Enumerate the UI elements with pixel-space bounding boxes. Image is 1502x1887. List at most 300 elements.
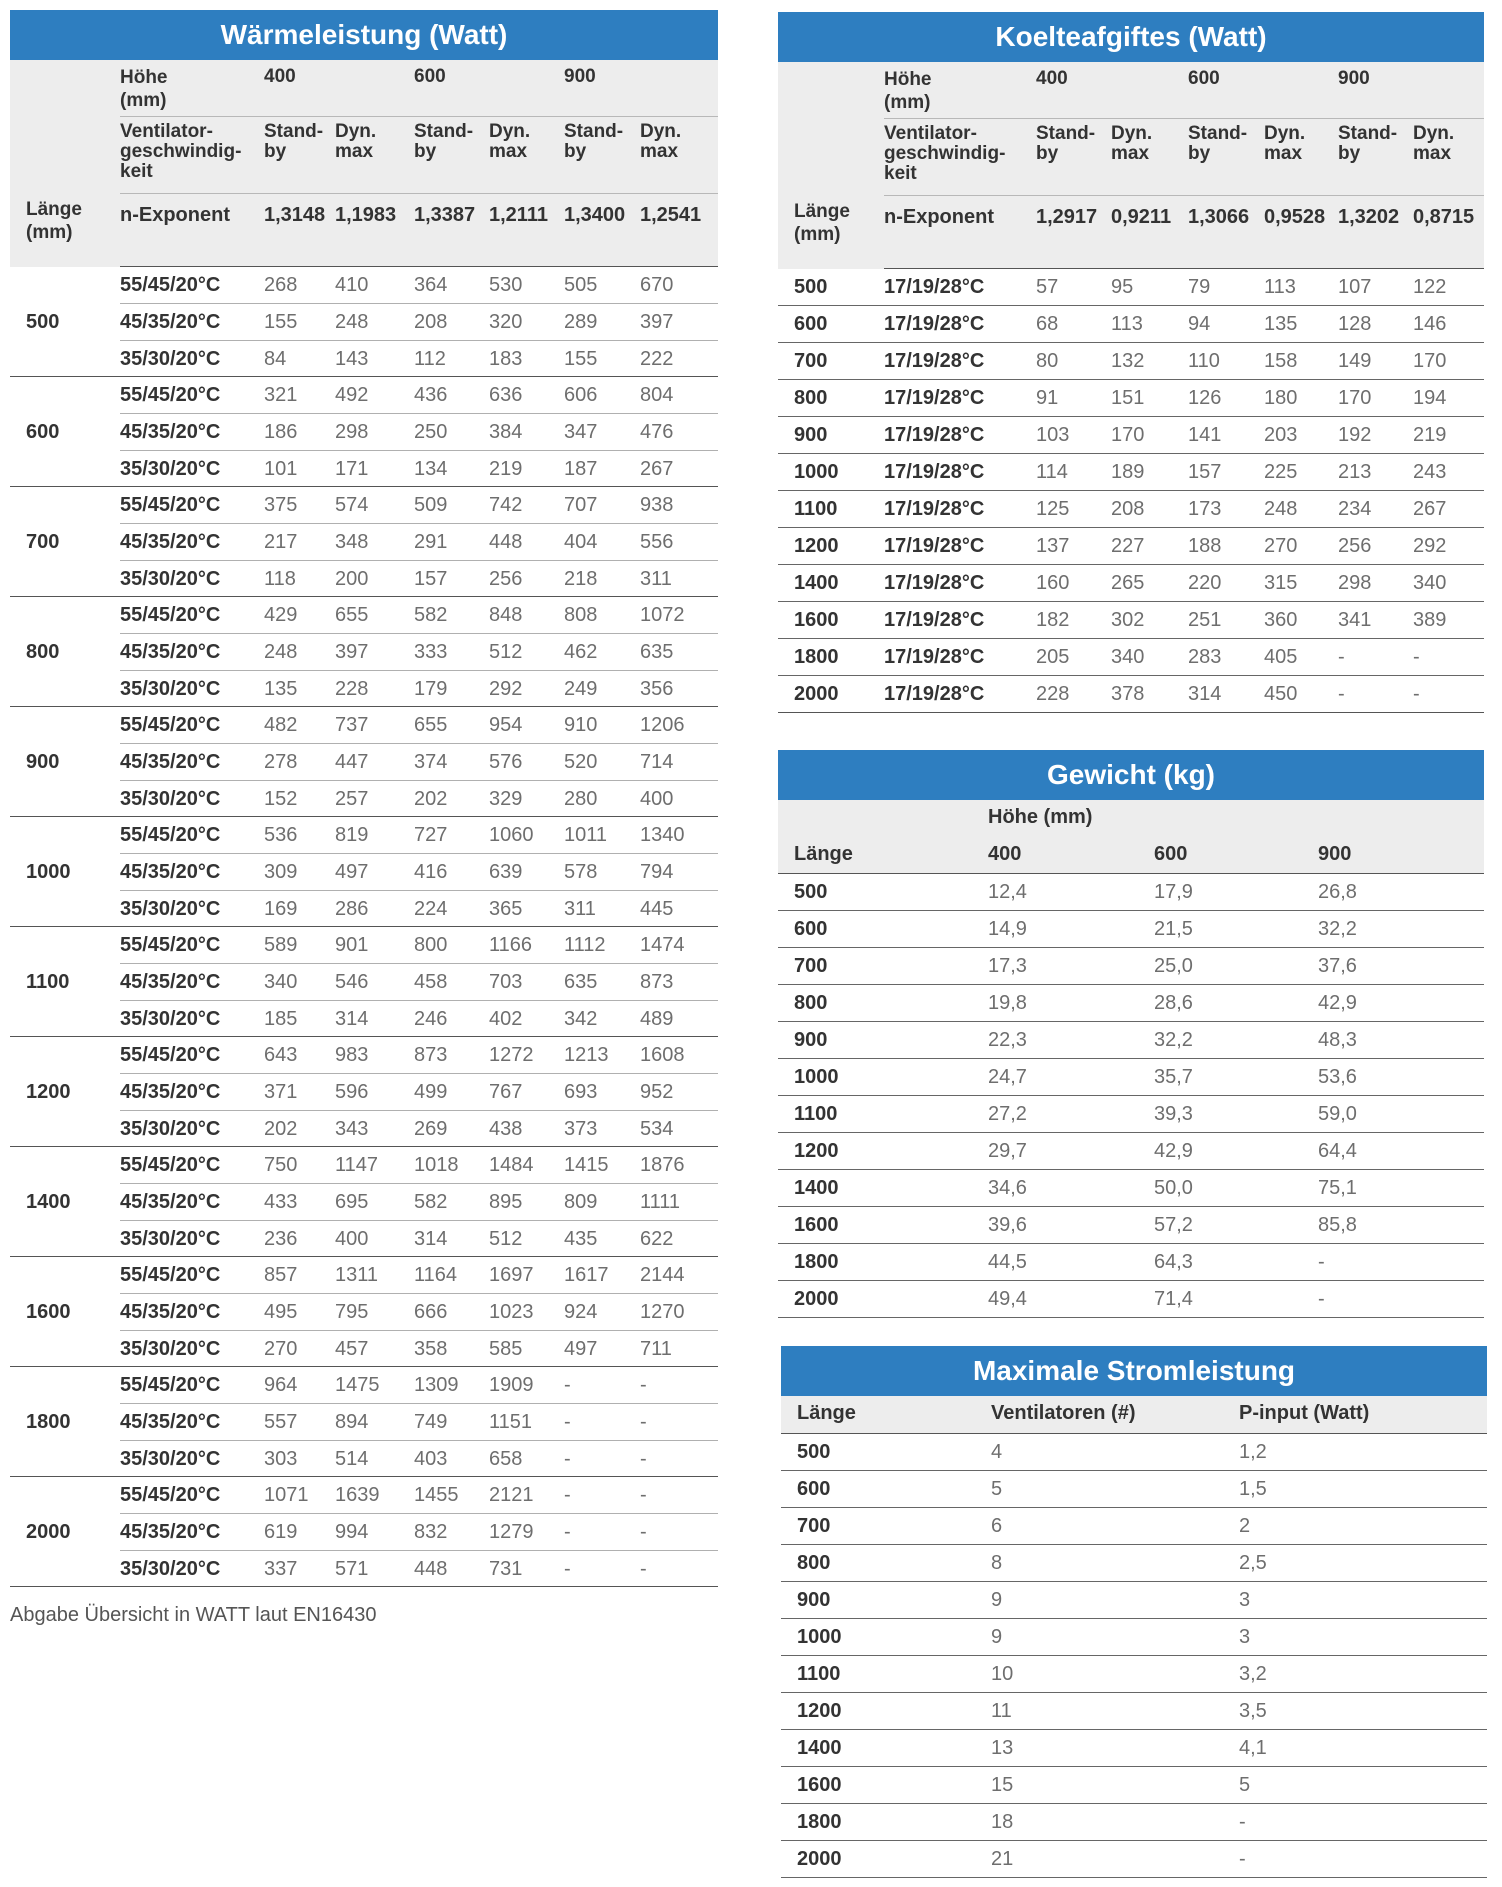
value-cell: 286	[335, 898, 369, 920]
table-row	[778, 269, 1484, 306]
heat-length-group	[10, 927, 718, 1037]
value-cell: 795	[335, 1301, 369, 1323]
value-cell: 901	[335, 934, 369, 956]
value-cell: 333	[414, 641, 448, 663]
temp-label: 55/45/20°C	[120, 604, 221, 626]
value-cell: 103	[1036, 424, 1070, 446]
value-cell: 400	[640, 788, 674, 810]
value-cell: 964	[264, 1374, 298, 1396]
temp-label: 17/19/28°C	[884, 683, 985, 705]
value-cell: 50,0	[1154, 1177, 1193, 1199]
table-row	[120, 1404, 718, 1441]
table-row	[778, 1096, 1484, 1133]
value-cell: 1484	[489, 1154, 534, 1176]
value-cell: 924	[564, 1301, 598, 1323]
value-cell: 505	[564, 274, 598, 296]
fans-cell: 5	[991, 1478, 1003, 1500]
length-cell: 1000	[794, 1066, 839, 1088]
temp-label: 45/35/20°C	[120, 531, 221, 553]
value-cell: 183	[489, 348, 523, 370]
value-cell: 534	[640, 1118, 674, 1140]
value-cell: 48,3	[1318, 1029, 1357, 1051]
value-cell: 321	[264, 384, 298, 406]
value-cell: 34,6	[988, 1177, 1027, 1199]
value-cell: 954	[489, 714, 523, 736]
value-cell: 589	[264, 934, 298, 956]
weight-height-400: 400	[988, 843, 1022, 865]
temp-label: 35/30/20°C	[120, 678, 221, 700]
value-cell: 170	[1413, 350, 1447, 372]
value-cell: 1018	[414, 1154, 459, 1176]
value-cell: 185	[264, 1008, 298, 1030]
heat-height-400: 400	[264, 66, 296, 87]
heat-length-label: 1600	[26, 1301, 71, 1323]
value-cell: 571	[335, 1558, 369, 1580]
temp-label: 17/19/28°C	[884, 276, 985, 298]
value-cell: 64,3	[1154, 1251, 1193, 1273]
value-cell: 269	[414, 1118, 448, 1140]
value-cell: 85,8	[1318, 1214, 1357, 1236]
heat-speed-label: Stand- by	[564, 121, 624, 162]
length-cell: 2000	[797, 1848, 842, 1870]
value-cell: 37,6	[1318, 955, 1357, 977]
table-row	[781, 1434, 1487, 1471]
heat-nexp-label: n-Exponent	[120, 204, 230, 226]
table-row	[778, 948, 1484, 985]
value-cell: 365	[489, 898, 523, 920]
value-cell: 670	[640, 274, 674, 296]
value-cell: 12,4	[988, 881, 1027, 903]
value-cell: 622	[640, 1228, 674, 1250]
value-cell: 169	[264, 898, 298, 920]
cool-height-900: 900	[1338, 68, 1370, 89]
value-cell: 374	[414, 751, 448, 773]
value-cell: 146	[1413, 313, 1447, 335]
value-cell: 1166	[489, 934, 533, 956]
value-cell: 32,2	[1318, 918, 1357, 940]
value-cell: 596	[335, 1081, 369, 1103]
max-power-table	[781, 1346, 1487, 1878]
value-cell: 857	[264, 1264, 298, 1286]
temp-label: 17/19/28°C	[884, 461, 985, 483]
value-cell: 75,1	[1318, 1177, 1357, 1199]
table-row	[778, 1133, 1484, 1170]
heat-length-label: 2000	[26, 1521, 71, 1543]
value-cell: 1112	[564, 934, 606, 956]
cool-height-400: 400	[1036, 68, 1068, 89]
value-cell: 68	[1036, 313, 1059, 335]
value-cell: 873	[414, 1044, 448, 1066]
heat-speed-label: Dyn. max	[489, 121, 531, 162]
length-cell: 2000	[794, 1288, 839, 1310]
heat-length-group	[10, 1477, 718, 1587]
value-cell: 1071	[264, 1484, 309, 1506]
value-cell: 360	[1264, 609, 1298, 631]
value-cell: 309	[264, 861, 298, 883]
heat-speed-label: Stand- by	[264, 121, 324, 162]
table-row	[781, 1471, 1487, 1508]
value-cell: 113	[1111, 313, 1143, 335]
temp-label: 17/19/28°C	[884, 498, 985, 520]
value-cell: 143	[335, 348, 369, 370]
value-cell: 311	[640, 568, 672, 590]
table-row	[120, 1111, 718, 1148]
value-cell: 794	[640, 861, 674, 883]
value-cell: 248	[1264, 498, 1298, 520]
value-cell: 585	[489, 1338, 523, 1360]
value-cell: 180	[1264, 387, 1298, 409]
power-cell: -	[1239, 1811, 1246, 1833]
fans-cell: 10	[991, 1663, 1014, 1685]
value-cell: 403	[414, 1448, 448, 1470]
value-cell: 112	[414, 348, 446, 370]
temp-label: 35/30/20°C	[120, 1118, 221, 1140]
value-cell: 994	[335, 1521, 369, 1543]
value-cell: 808	[564, 604, 598, 626]
length-cell: 1200	[794, 535, 839, 557]
power-cell: 3,5	[1239, 1700, 1267, 1722]
length-cell: 500	[794, 276, 828, 298]
value-cell: 110	[1188, 350, 1220, 372]
value-cell: 158	[1264, 350, 1298, 372]
value-cell: 113	[1264, 276, 1296, 298]
heat-header-divider-2	[120, 193, 718, 194]
value-cell: -	[564, 1374, 571, 1396]
table-row	[781, 1619, 1487, 1656]
heat-length-group	[10, 1367, 718, 1477]
value-cell: 894	[335, 1411, 369, 1433]
heat-length-label: 1200	[26, 1081, 71, 1103]
cool-height-600: 600	[1188, 68, 1220, 89]
length-cell: 800	[794, 387, 828, 409]
cooling-table-body	[778, 269, 1484, 713]
table-row	[781, 1730, 1487, 1767]
value-cell: 2121	[489, 1484, 534, 1506]
heat-header-divider-1	[120, 116, 718, 117]
value-cell: 402	[489, 1008, 523, 1030]
length-cell: 1000	[797, 1626, 842, 1648]
table-row	[781, 1804, 1487, 1841]
value-cell: 476	[640, 421, 674, 443]
table-row	[120, 267, 718, 304]
table-row	[120, 377, 718, 414]
power-cell: 3,2	[1239, 1663, 1267, 1685]
value-cell: 194	[1413, 387, 1447, 409]
value-cell: 151	[1111, 387, 1145, 409]
power-header-cell: Länge	[797, 1402, 856, 1424]
value-cell: 819	[335, 824, 369, 846]
length-cell: 1800	[794, 646, 839, 668]
value-cell: 292	[1413, 535, 1447, 557]
value-cell: 217	[264, 531, 298, 553]
table-row	[120, 451, 718, 488]
length-cell: 1800	[797, 1811, 842, 1833]
value-cell: 249	[564, 678, 598, 700]
cool-nexp-value: 0,9211	[1111, 206, 1172, 228]
value-cell: 32,2	[1154, 1029, 1193, 1051]
value-cell: 1060	[489, 824, 534, 846]
temp-label: 55/45/20°C	[120, 384, 221, 406]
value-cell: 149	[1338, 350, 1372, 372]
value-cell: 91	[1036, 387, 1059, 409]
value-cell: 356	[640, 678, 674, 700]
value-cell: 499	[414, 1081, 448, 1103]
value-cell: 1340	[640, 824, 685, 846]
value-cell: 267	[640, 458, 674, 480]
value-cell: 228	[335, 678, 369, 700]
heat-length-group	[10, 707, 718, 817]
value-cell: 873	[640, 971, 674, 993]
value-cell: -	[1413, 683, 1420, 705]
power-cell: 2,5	[1239, 1552, 1267, 1574]
value-cell: -	[1318, 1288, 1325, 1310]
value-cell: 983	[335, 1044, 369, 1066]
cool-speed-label: Stand- by	[1338, 123, 1398, 164]
length-cell: 800	[797, 1552, 831, 1574]
value-cell: 14,9	[988, 918, 1027, 940]
value-cell: 400	[335, 1228, 369, 1250]
length-cell: 600	[794, 313, 828, 335]
cooling-table-header	[778, 62, 1484, 269]
value-cell: 53,6	[1318, 1066, 1357, 1088]
value-cell: 39,6	[988, 1214, 1027, 1236]
heat-table-title: Wärmeleistung (Watt)	[10, 10, 718, 60]
value-cell: 224	[414, 898, 448, 920]
value-cell: 126	[1188, 387, 1222, 409]
value-cell: 24,7	[988, 1066, 1027, 1088]
power-cell: 4,1	[1239, 1737, 1267, 1759]
value-cell: 302	[1111, 609, 1145, 631]
value-cell: 125	[1036, 498, 1070, 520]
cool-nexp-value: 1,3202	[1338, 206, 1400, 228]
table-row	[778, 417, 1484, 454]
value-cell: 397	[640, 311, 674, 333]
value-cell: 1608	[640, 1044, 685, 1066]
value-cell: 187	[564, 458, 598, 480]
value-cell: 450	[1264, 683, 1298, 705]
length-cell: 600	[794, 918, 828, 940]
value-cell: 248	[264, 641, 298, 663]
table-row	[120, 1294, 718, 1331]
value-cell: 364	[414, 274, 448, 296]
power-header-cell: P-input (Watt)	[1239, 1402, 1370, 1424]
value-cell: 378	[1111, 683, 1145, 705]
temp-label: 35/30/20°C	[120, 1338, 221, 1360]
power-table-header	[781, 1396, 1487, 1434]
value-cell: 219	[1413, 424, 1447, 446]
table-row	[781, 1545, 1487, 1582]
value-cell: 435	[564, 1228, 598, 1250]
value-cell: 208	[414, 311, 448, 333]
value-cell: 804	[640, 384, 674, 406]
table-row	[120, 561, 718, 598]
value-cell: 157	[414, 568, 448, 590]
value-cell: -	[1413, 646, 1420, 668]
table-row	[120, 341, 718, 378]
value-cell: 64,4	[1318, 1140, 1357, 1162]
length-cell: 700	[797, 1515, 831, 1537]
temp-label: 45/35/20°C	[120, 971, 221, 993]
value-cell: 256	[489, 568, 523, 590]
value-cell: 1147	[335, 1154, 379, 1176]
value-cell: 257	[335, 788, 369, 810]
table-row	[781, 1841, 1487, 1878]
value-cell: 1475	[335, 1374, 380, 1396]
value-cell: 520	[564, 751, 598, 773]
fans-cell: 21	[991, 1848, 1014, 1870]
heat-height-600: 600	[414, 66, 446, 87]
value-cell: 348	[335, 531, 369, 553]
value-cell: 218	[564, 568, 598, 590]
heat-nexp-value: 1,2111	[489, 204, 548, 226]
value-cell: 1206	[640, 714, 685, 736]
value-cell: 94	[1188, 313, 1211, 335]
cooling-table-title: Koelteafgiftes (Watt)	[778, 12, 1484, 62]
value-cell: 114	[1036, 461, 1068, 483]
value-cell: 132	[1111, 350, 1145, 372]
cool-nexp-value: 0,9528	[1264, 206, 1326, 228]
cool-nexp-label: n-Exponent	[884, 206, 994, 228]
value-cell: 512	[489, 1228, 523, 1250]
value-cell: -	[640, 1374, 647, 1396]
length-cell: 600	[797, 1478, 831, 1500]
value-cell: 57,2	[1154, 1214, 1193, 1236]
heat-speed-label: Dyn. max	[335, 121, 377, 162]
value-cell: 1697	[489, 1264, 534, 1286]
table-row	[778, 874, 1484, 911]
length-cell: 1100	[794, 498, 838, 520]
value-cell: 228	[1036, 683, 1070, 705]
value-cell: 188	[1188, 535, 1222, 557]
power-table-body	[781, 1434, 1487, 1878]
value-cell: -	[564, 1558, 571, 1580]
value-cell: 71,4	[1154, 1288, 1193, 1310]
value-cell: 658	[489, 1448, 523, 1470]
value-cell: 155	[264, 311, 298, 333]
table-row	[120, 744, 718, 781]
value-cell: 22,3	[988, 1029, 1027, 1051]
table-row	[778, 306, 1484, 343]
value-cell: 17,9	[1154, 881, 1193, 903]
value-cell: 375	[264, 494, 298, 516]
temp-label: 17/19/28°C	[884, 609, 985, 631]
length-cell: 2000	[794, 683, 839, 705]
temp-label: 45/35/20°C	[120, 1191, 221, 1213]
value-cell: 737	[335, 714, 369, 736]
value-cell: 711	[640, 1338, 672, 1360]
value-cell: 384	[489, 421, 523, 443]
value-cell: 347	[564, 421, 598, 443]
value-cell: 200	[335, 568, 369, 590]
value-cell: 342	[564, 1008, 598, 1030]
value-cell: -	[564, 1448, 571, 1470]
value-cell: -	[1318, 1251, 1325, 1273]
table-row	[778, 1207, 1484, 1244]
value-cell: 311	[564, 898, 596, 920]
value-cell: 107	[1338, 276, 1372, 298]
temp-label: 17/19/28°C	[884, 387, 985, 409]
value-cell: 341	[1338, 609, 1372, 631]
fans-cell: 11	[991, 1700, 1012, 1722]
value-cell: 135	[1264, 313, 1298, 335]
table-row	[778, 1281, 1484, 1318]
length-cell: 900	[794, 424, 828, 446]
value-cell: 1617	[564, 1264, 609, 1286]
value-cell: 84	[264, 348, 287, 370]
value-cell: 298	[335, 421, 369, 443]
value-cell: 95	[1111, 276, 1134, 298]
temp-label: 17/19/28°C	[884, 646, 985, 668]
value-cell: -	[640, 1448, 647, 1470]
value-cell: 28,6	[1154, 992, 1193, 1014]
length-cell: 900	[794, 1029, 828, 1051]
heat-nexp-value: 1,3400	[564, 204, 626, 226]
value-cell: 445	[640, 898, 674, 920]
table-row	[120, 1221, 718, 1258]
value-cell: 292	[489, 678, 523, 700]
fans-cell: 9	[991, 1589, 1003, 1611]
table-row	[120, 1477, 718, 1514]
value-cell: 42,9	[1318, 992, 1357, 1014]
value-cell: 606	[564, 384, 598, 406]
value-cell: 1876	[640, 1154, 685, 1176]
value-cell: 536	[264, 824, 298, 846]
value-cell: 236	[264, 1228, 298, 1250]
fans-cell: 9	[991, 1626, 1003, 1648]
value-cell: 404	[564, 531, 598, 553]
table-row	[120, 817, 718, 854]
temp-label: 55/45/20°C	[120, 1374, 221, 1396]
temp-label: 55/45/20°C	[120, 274, 221, 296]
weight-height-600: 600	[1154, 843, 1188, 865]
value-cell: 429	[264, 604, 298, 626]
value-cell: 29,7	[988, 1140, 1027, 1162]
table-row	[120, 891, 718, 928]
value-cell: 44,5	[988, 1251, 1027, 1273]
length-cell: 700	[794, 350, 828, 372]
table-row	[778, 565, 1484, 602]
cool-header-divider-1	[884, 118, 1484, 119]
cool-laenge-label: Länge (mm)	[794, 201, 850, 245]
temp-label: 35/30/20°C	[120, 1008, 221, 1030]
value-cell: 438	[489, 1118, 523, 1140]
table-row	[120, 1184, 718, 1221]
value-cell: 160	[1036, 572, 1070, 594]
heat-length-group	[10, 597, 718, 707]
table-row	[120, 1331, 718, 1368]
value-cell: 750	[264, 1154, 298, 1176]
value-cell: 462	[564, 641, 598, 663]
heat-length-label: 500	[26, 311, 60, 333]
value-cell: -	[640, 1411, 647, 1433]
table-row	[120, 414, 718, 451]
power-header-cell: Ventilatoren (#)	[991, 1402, 1136, 1424]
table-row	[120, 927, 718, 964]
value-cell: 329	[489, 788, 523, 810]
table-row	[120, 1001, 718, 1038]
value-cell: 202	[414, 788, 448, 810]
table-row	[778, 454, 1484, 491]
value-cell: -	[564, 1484, 571, 1506]
value-cell: 280	[564, 788, 598, 810]
length-cell: 1400	[794, 1177, 839, 1199]
value-cell: 666	[414, 1301, 448, 1323]
heat-length-label: 1800	[26, 1411, 71, 1433]
temp-label: 35/30/20°C	[120, 1448, 221, 1470]
value-cell: 582	[414, 604, 448, 626]
value-cell: 497	[564, 1338, 598, 1360]
value-cell: 315	[1264, 572, 1298, 594]
